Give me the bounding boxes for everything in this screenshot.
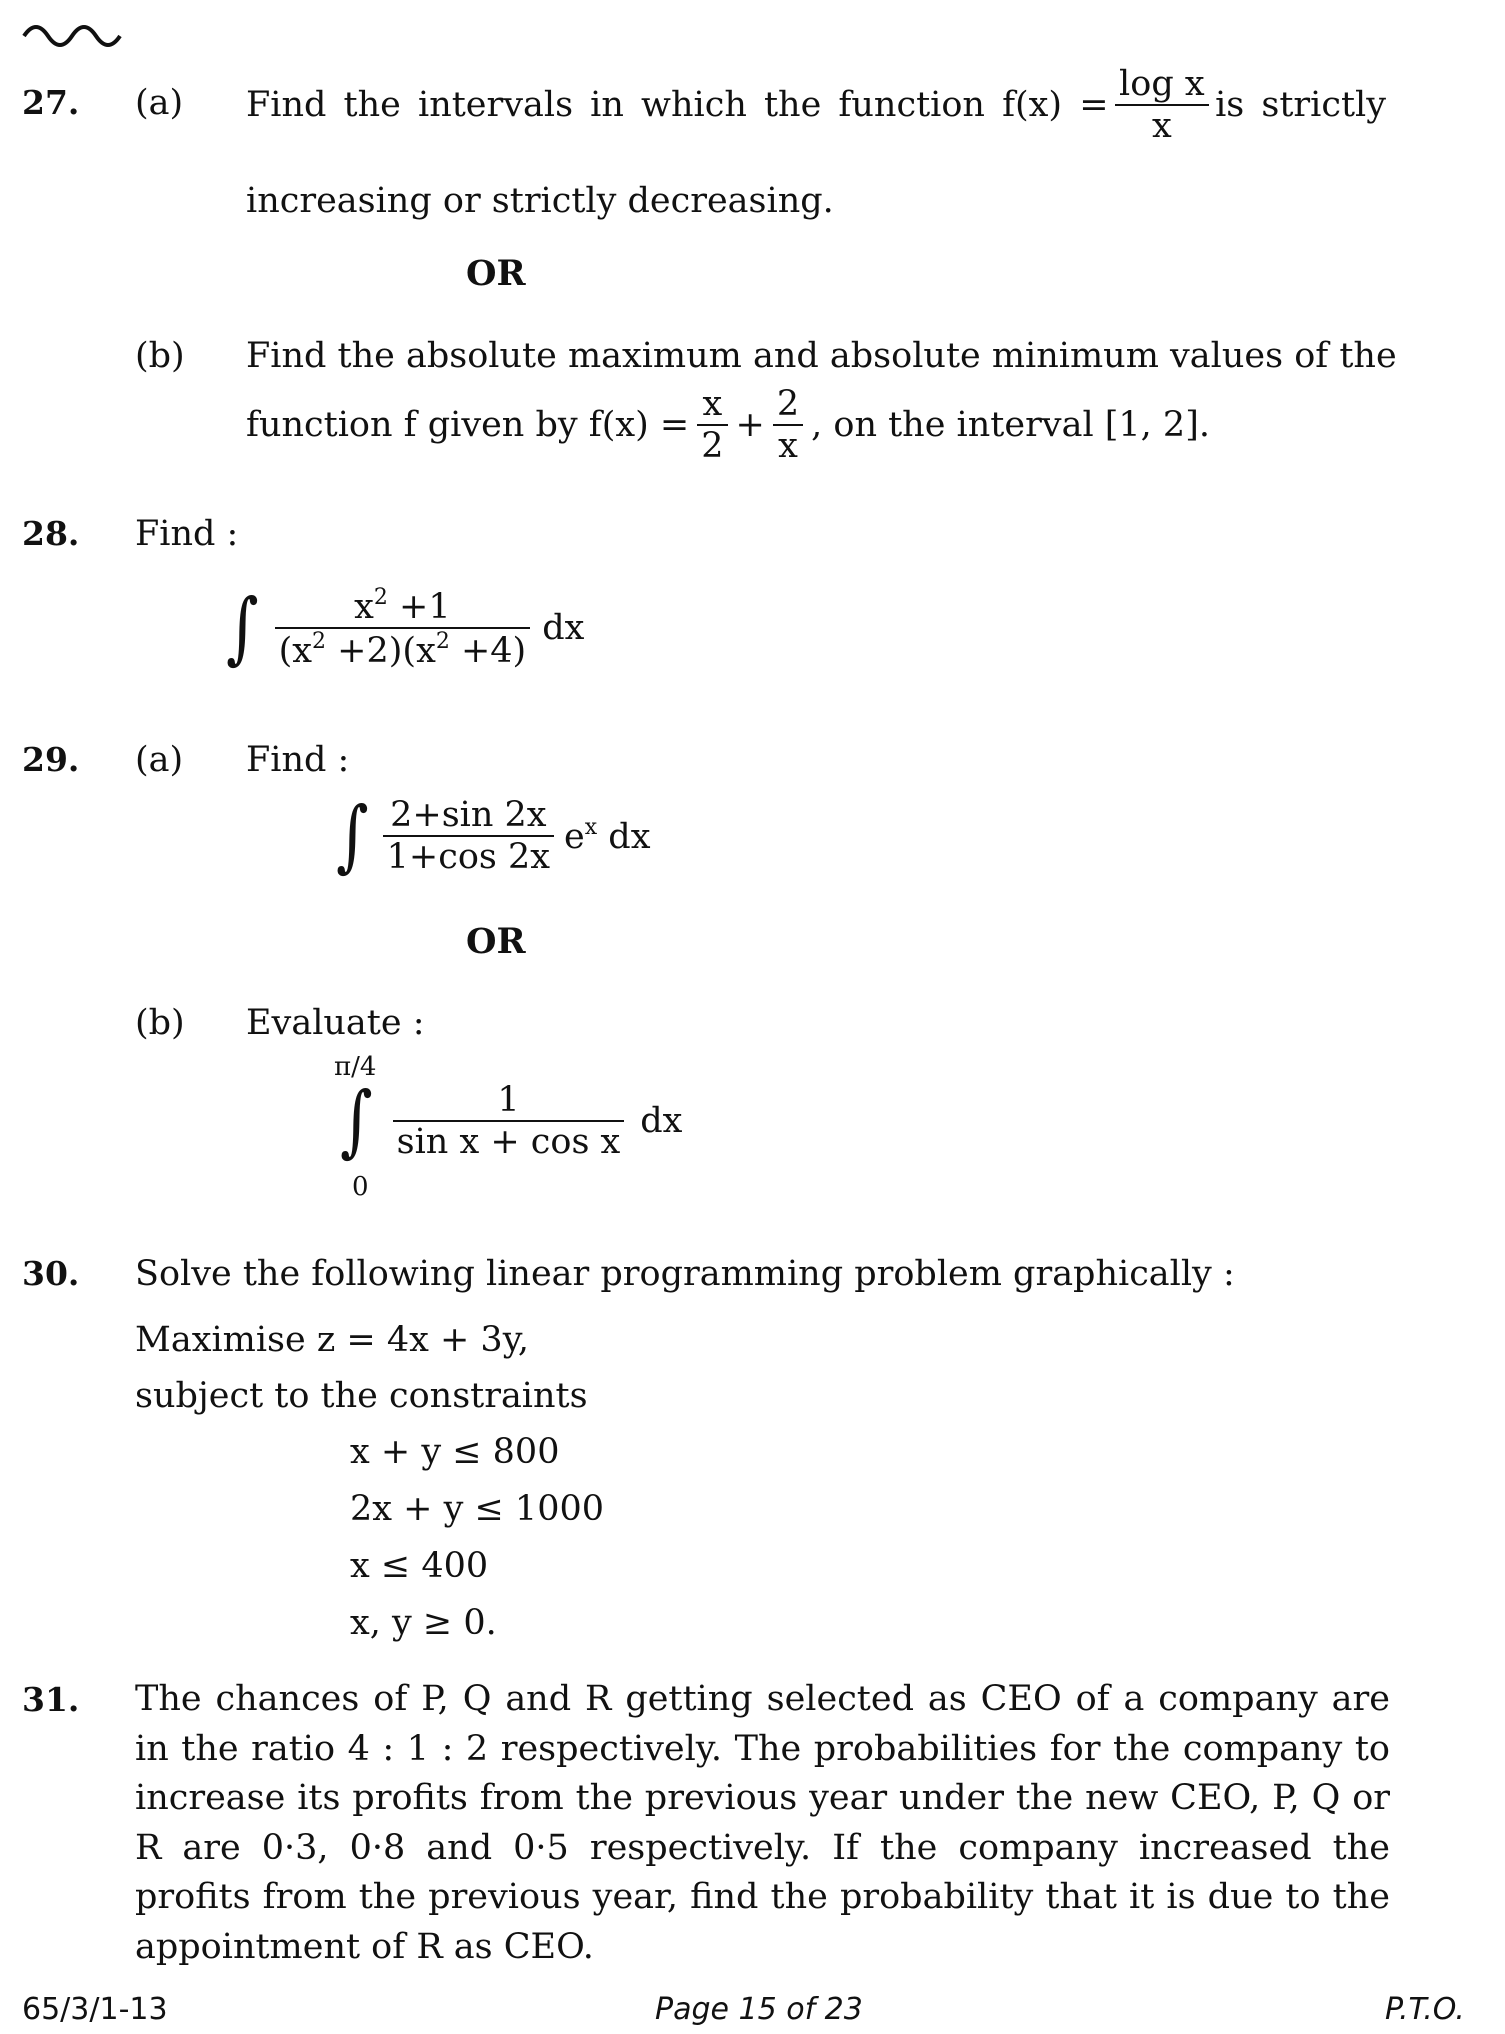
fraction-numerator: x (702, 384, 723, 424)
paper-code: 65/3/1-13 (22, 1992, 168, 2027)
dx: dx (608, 817, 651, 858)
part-label: (b) (135, 1003, 185, 1043)
dx: dx (542, 607, 585, 648)
integral-sign: ∫ (336, 791, 369, 882)
fraction-denominator (275, 629, 531, 671)
num-base: x (354, 587, 374, 627)
fraction-numerator: 1 (497, 1080, 520, 1120)
q29a-fraction (383, 795, 554, 878)
den-part: +2)(x (326, 631, 436, 672)
constraint: x, y ≥ 0. (350, 1603, 497, 1643)
fraction-denominator: x (1151, 106, 1172, 147)
q27b-text: function f given by f(x) = (246, 404, 690, 445)
question-number: 27. (22, 83, 80, 122)
q31-text: The chances of P, Q and R getting selected as CEO of a company are in the ratio 4 : 1 : 2 respectively. The probabilities for the company to increase its profits from the previous year under the new CEO, P, Q or R are 0·3, 0·8 and 0·5 respectively. If the company increased the profits from the previous year, find the probability that it is due to the appointment of R as CEO. (135, 1679, 1390, 1967)
q27a-line1 (246, 64, 1386, 147)
den-exponent: 2 (312, 629, 327, 655)
constraint: x ≤ 400 (350, 1546, 489, 1586)
exponential-term (564, 815, 651, 858)
fraction-denominator: sin x + cos x (396, 1122, 621, 1163)
q30-prompt: Solve the following linear programming problem graphically : (135, 1254, 1235, 1294)
question-number: 29. (22, 740, 80, 779)
num-rest: +1 (387, 587, 451, 627)
dx: dx (640, 1100, 683, 1141)
constraint: x + y ≤ 800 (350, 1432, 560, 1472)
q29b-integral-expression (336, 1076, 683, 1167)
part-label: (a) (135, 740, 184, 780)
x-over-2-fraction (697, 384, 727, 467)
q28-prompt: Find : (135, 514, 239, 554)
page-number: Page 15 of 23 (655, 1992, 863, 2027)
integral-sign: ∫ (226, 583, 259, 674)
fraction-numerator: 2+sin 2x (390, 795, 547, 835)
constraint: 2x + y ≤ 1000 (350, 1489, 605, 1529)
question-number: 31. (22, 1680, 80, 1719)
2-over-x-fraction (773, 384, 803, 467)
q27b-text-post: , on the interval [1, 2]. (811, 404, 1210, 445)
upper-limit: π/4 (334, 1052, 377, 1082)
q27b-line2 (246, 384, 1210, 467)
wavy-line-icon (22, 22, 122, 52)
q30-objective: Maximise z = 4x + 3y, (135, 1320, 529, 1360)
log-x-over-x-fraction (1115, 64, 1209, 147)
q29b-prompt: Evaluate : (246, 1003, 425, 1043)
part-label: (a) (135, 83, 184, 123)
or-separator: OR (466, 921, 526, 962)
q30-subject: subject to the constraints (135, 1376, 588, 1416)
q28-fraction (275, 585, 531, 672)
plus-sign: + (735, 404, 765, 445)
q27a-text: Find the intervals in which the function f(x) = (246, 84, 1109, 125)
fraction-numerator: log x (1119, 64, 1205, 104)
num-exponent: 2 (373, 585, 388, 610)
q29a-integral-expression (332, 791, 651, 882)
fraction-denominator: 2 (701, 426, 724, 467)
den-part: +4) (449, 631, 527, 672)
part-label: (b) (135, 336, 185, 376)
q28-integral-expression (222, 585, 584, 672)
integral-sign: ∫ (340, 1076, 373, 1167)
den-exponent: 2 (435, 629, 450, 655)
q27a-line2: increasing or strictly decreasing. (246, 181, 834, 221)
fraction-denominator: 1+cos 2x (386, 837, 551, 878)
fraction-denominator: x (778, 426, 798, 467)
q27b-line1: Find the absolute maximum and absolute minimum values of the (246, 336, 1397, 376)
lower-limit: 0 (352, 1172, 369, 1202)
exp-base: e (564, 817, 585, 858)
question-number: 30. (22, 1254, 80, 1293)
q29b-fraction (393, 1080, 625, 1163)
q29a-prompt: Find : (246, 740, 350, 780)
fraction-numerator: 2 (776, 384, 800, 424)
fraction-numerator (350, 585, 454, 627)
pto-label: P.T.O. (1385, 1992, 1465, 2027)
q27a-text-post: is strictly (1215, 84, 1386, 125)
or-separator: OR (466, 253, 526, 294)
den-part: (x (278, 631, 313, 672)
exp-power: x (584, 815, 598, 841)
question-number: 28. (22, 514, 80, 553)
